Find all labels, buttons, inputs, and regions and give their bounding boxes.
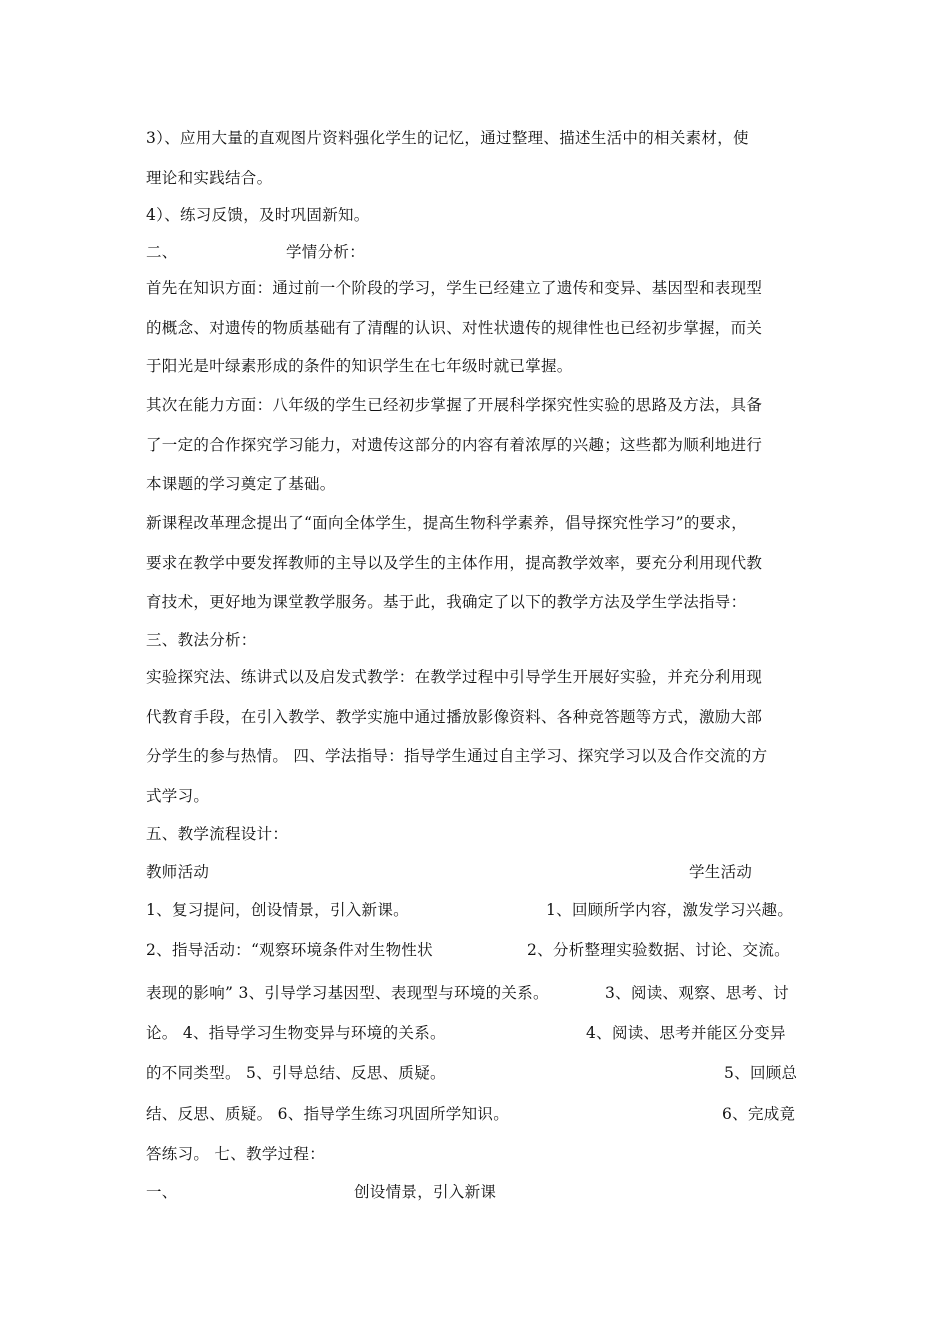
paragraph-line: 其次在能力方面：八年级的学生已经初步掌握了开展科学探究性实验的思路及方法，具备 xyxy=(146,396,763,414)
section-number: 二、 xyxy=(146,243,178,261)
paragraph-line: 首先在知识方面：通过前一个阶段的学习，学生已经建立了遗传和变异、基因型和表现型 xyxy=(146,279,763,297)
section-title: 学情分析： xyxy=(286,243,366,261)
flow-student-line: 3、阅读、观察、思考、讨 xyxy=(605,984,789,1002)
flow-student-line: 2、分析整理实验数据、讨论、交流。 xyxy=(527,941,790,959)
section-number-1: 一、 xyxy=(146,1183,178,1201)
flow-teacher-line: 的不同类型。 5、引导总结、反思、质疑。 xyxy=(146,1064,446,1082)
column-header-teacher: 教师活动 xyxy=(146,863,210,881)
paragraph-line: 实验探究法、练讲式以及启发式教学：在教学过程中引导学生开展好实验，并充分利用现 xyxy=(146,668,763,686)
paragraph-line: 本课题的学习奠定了基础。 xyxy=(146,475,336,493)
paragraph-line: 育技术，更好地为课堂教学服务。基于此，我确定了以下的教学方法及学生学法指导： xyxy=(146,593,747,611)
flow-student-line: 4、阅读、思考并能区分变异 xyxy=(586,1024,786,1042)
flow-teacher-line: 2、指导活动：“观察环境条件对生物性状 xyxy=(146,941,433,959)
paragraph-line: 了一定的合作探究学习能力，对遗传这部分的内容有着浓厚的兴趣；这些都为顺利地进行 xyxy=(146,436,763,454)
paragraph-line: 要求在教学中要发挥教师的主导以及学生的主体作用，提高教学效率，要充分利用现代教 xyxy=(146,554,763,572)
flow-teacher-line: 1、复习提问，创设情景，引入新课。 xyxy=(146,901,409,919)
paragraph-line: 理论和实践结合。 xyxy=(146,169,273,187)
paragraph-line: 于阳光是叶绿素形成的条件的知识学生在七年级时就已掌握。 xyxy=(146,357,573,375)
section-title-1: 创设情景，引入新课 xyxy=(354,1183,497,1201)
paragraph-line: 分学生的参与热情。 四、学法指导：指导学生通过自主学习、探究学习以及合作交流的方 xyxy=(146,747,768,765)
flow-teacher-line: 结、反思、质疑。 6、指导学生练习巩固所学知识。 xyxy=(146,1105,509,1123)
flow-student-line: 1、回顾所学内容，激发学习兴趣。 xyxy=(546,901,794,919)
paragraph-line: 3）、应用大量的直观图片资料强化学生的记忆，通过整理、描述生活中的相关素材，使 xyxy=(146,129,749,147)
paragraph-line: 式学习。 xyxy=(146,787,210,805)
paragraph-line: 4）、练习反馈，及时巩固新知。 xyxy=(146,206,370,224)
column-header-student: 学生活动 xyxy=(689,863,753,881)
flow-student-line: 6、完成竟 xyxy=(722,1105,796,1123)
section-heading-2 xyxy=(146,242,178,262)
section-heading-5: 五、教学流程设计： xyxy=(146,825,289,843)
flow-teacher-line: 表现的影响” 3、引导学习基因型、表现型与环境的关系。 xyxy=(146,984,549,1002)
paragraph-line: 新课程改革理念提出了“面向全体学生，提高生物科学素养，倡导探究性学习”的要求， xyxy=(146,514,748,532)
paragraph-line: 的概念、对遗传的物质基础有了清醒的认识、对性状遗传的规律性也已经初步掌握，而关 xyxy=(146,319,763,337)
paragraph-line: 代教育手段，在引入教学、教学实施中通过播放影像资料、各种竞答题等方式，激励大部 xyxy=(146,708,763,726)
paragraph-line: 答练习。 七、教学过程： xyxy=(146,1145,326,1163)
flow-teacher-line: 论。 4、指导学习生物变异与环境的关系。 xyxy=(146,1024,446,1042)
flow-student-line: 5、回顾总 xyxy=(724,1064,798,1082)
section-heading-3: 三、教法分析： xyxy=(146,631,257,649)
